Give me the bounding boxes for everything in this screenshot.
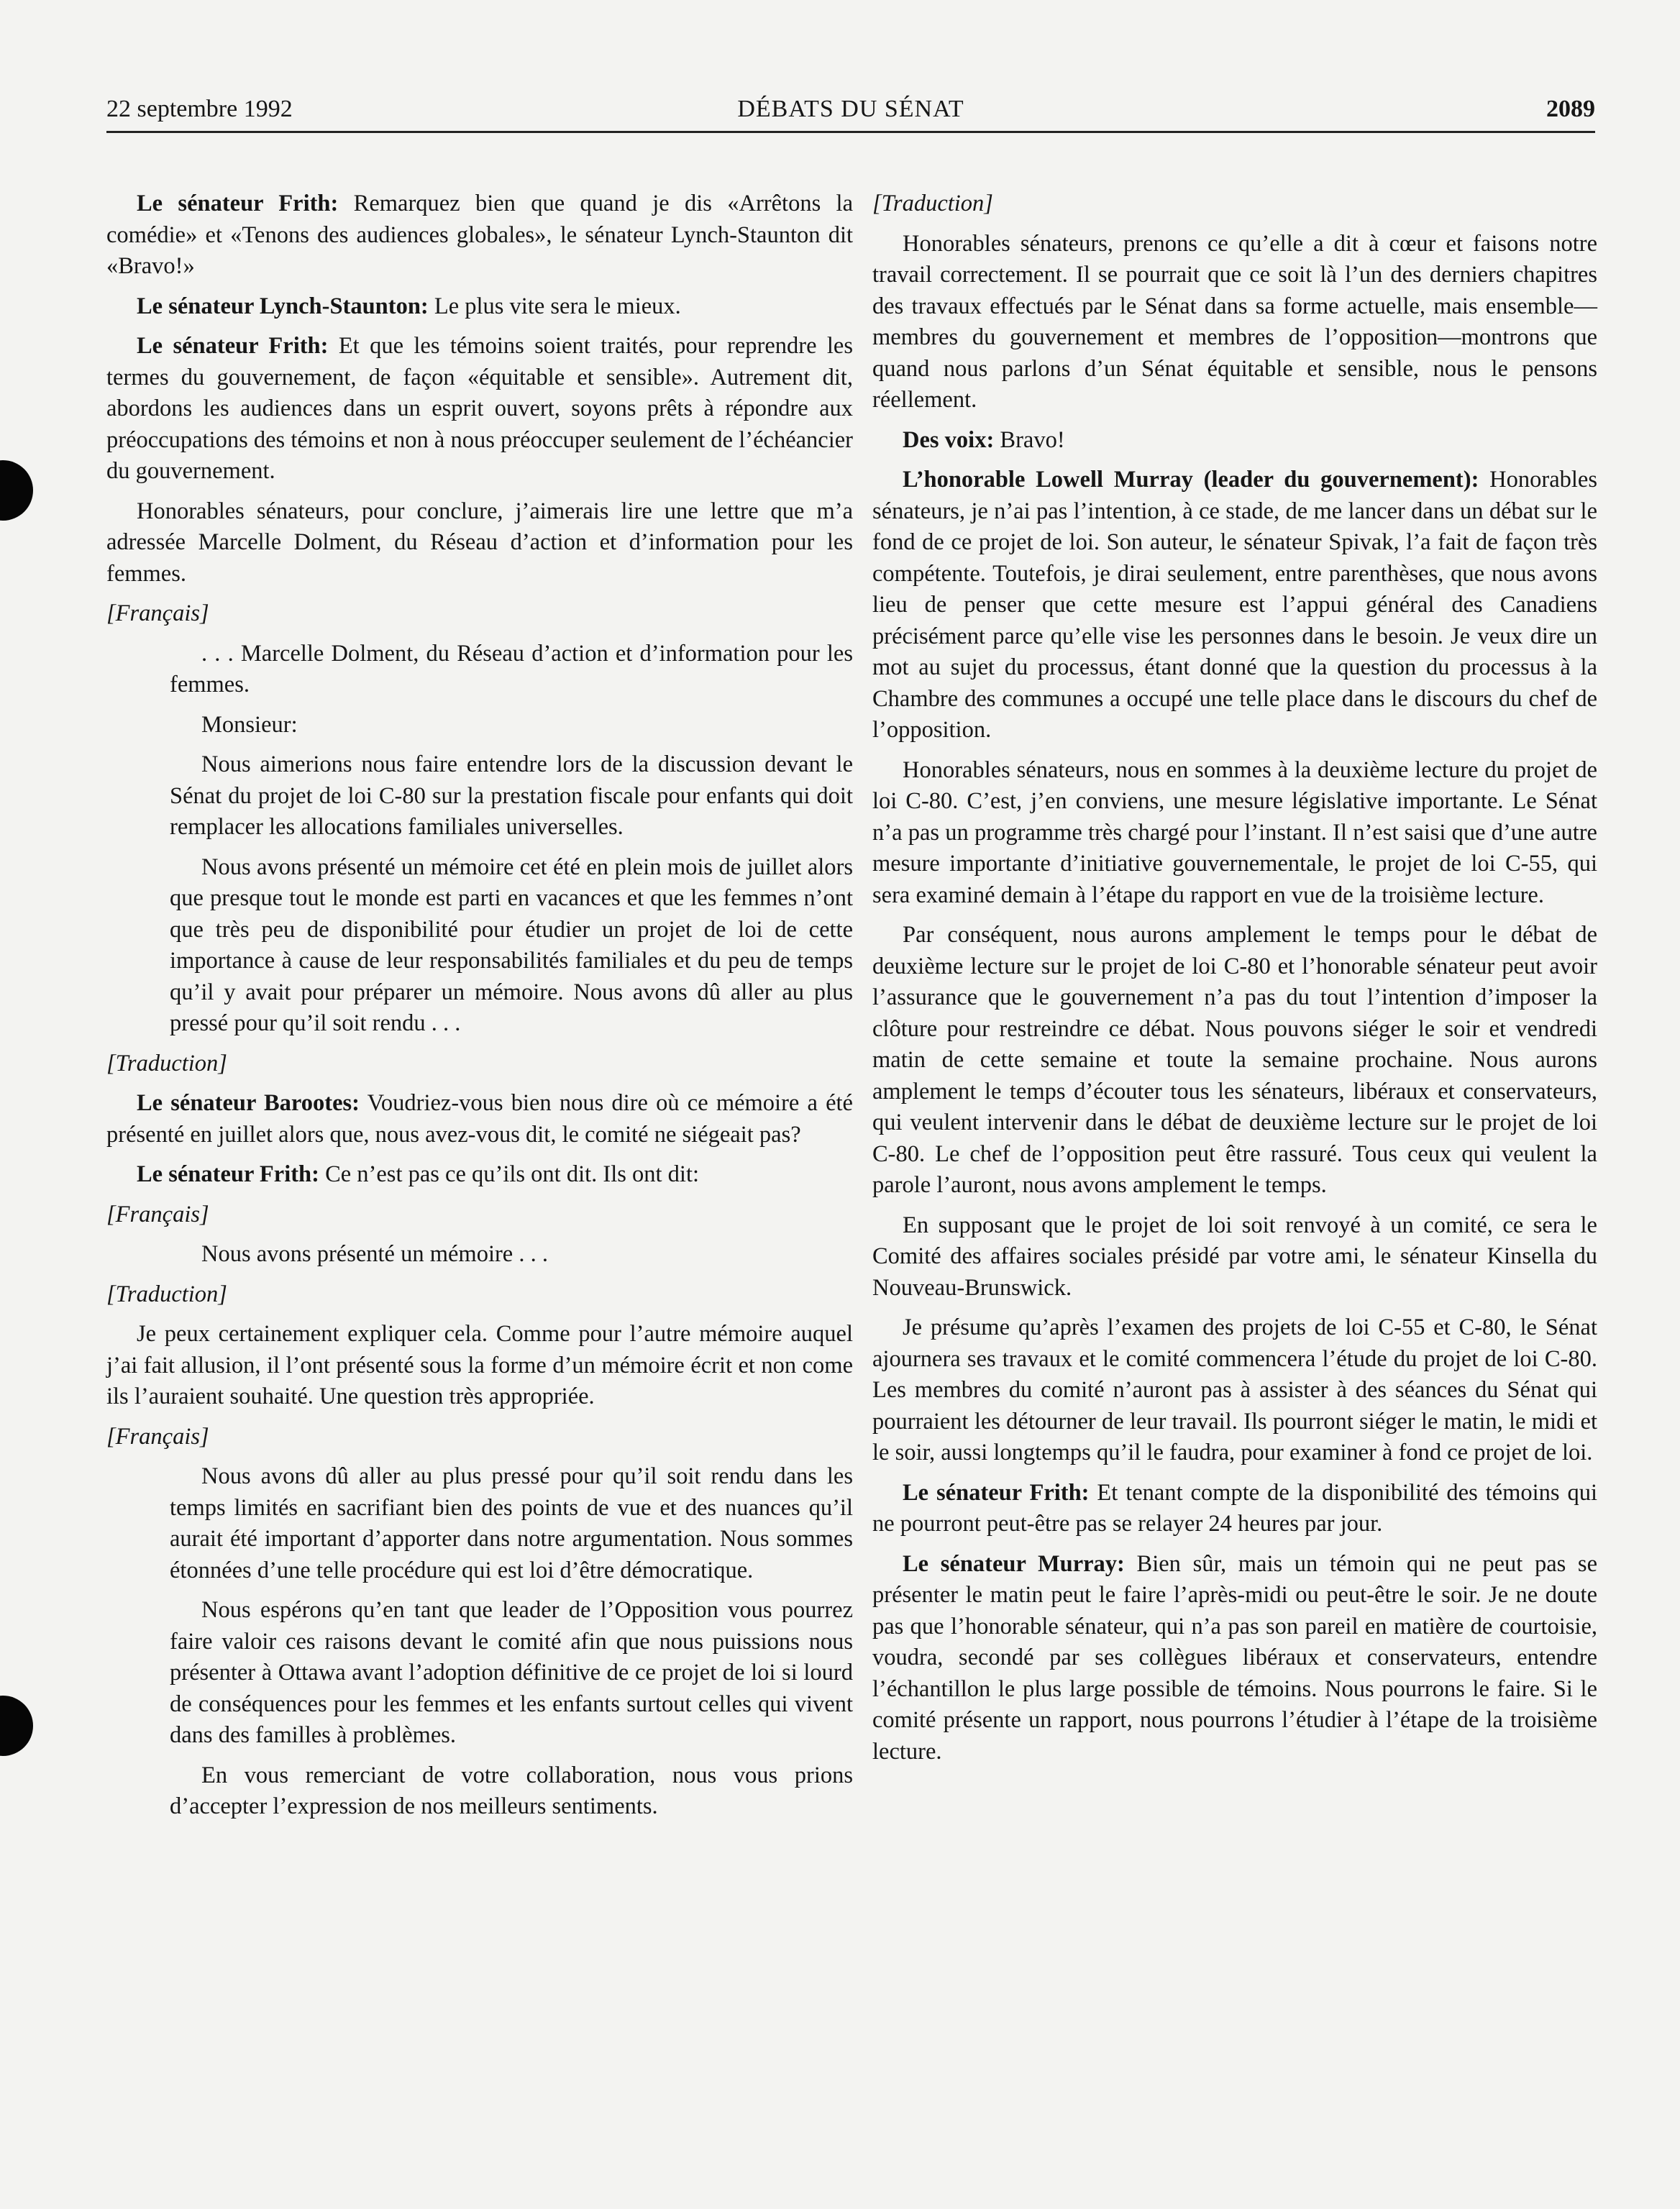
paragraph	[170, 639, 853, 701]
speaker-name: Le sénateur Barootes:	[137, 1090, 360, 1116]
language-tag	[106, 1279, 853, 1311]
paragraph-text: Nous aimerions nous faire entendre lors de la discussion devant le Sénat du projet de loi C-80 sur la prestation fiscale pour enfants qui doit remplacer les allocations familiales universelles.	[170, 751, 853, 840]
paragraph	[170, 1760, 853, 1823]
paragraph	[106, 291, 853, 323]
paragraph	[872, 755, 1597, 912]
speaker-name: Le sénateur Lynch-Staunton:	[137, 293, 429, 319]
right-column	[872, 188, 1597, 1776]
language-tag	[106, 1048, 853, 1080]
paragraph	[170, 852, 853, 1040]
language-tag	[106, 1422, 853, 1453]
paragraph-text: Honorables sénateurs, prenons ce qu’elle a dit à cœur et faisons notre travail correctement. Il se pourrait que ce soit là l’un des derniers chapitres des travaux effectués par le Sénat dans sa forme actuelle, mais ensemble—membres du gouvernement et membres de l’opposition—montrons que quand nous parlons d’un Sénat équitable et sensible, nous le pensons réellement.	[872, 230, 1597, 413]
binder-hole-top	[0, 460, 33, 521]
paragraph	[106, 496, 853, 590]
speaker-name: Le sénateur Frith:	[137, 333, 329, 359]
paragraph	[872, 1210, 1597, 1304]
speaker-name: Le sénateur Frith:	[137, 1161, 319, 1187]
paragraph-text: [Traduction]	[106, 1050, 227, 1076]
paragraph-text: Honorables sénateurs, nous en sommes à la deuxième lecture du projet de loi C-80. C’est, j’en conviens, une mesure législative importante. Le Sénat n’a pas un programme très chargé pour l’instant. Il n’est saisi que d’une autre mesure importante d’initiative gouvernementale, le projet de loi C-55, qui sera examiné demain à l’étape du rapport en vue de la troisième lecture.	[872, 756, 1597, 908]
paragraph-text: Et que les témoins soient traités, pour reprendre les termes du gouvernement, de façon «équitable et sensible». Autrement dit, abordons les audiences dans un esprit ouvert, soyons prêts à répondre aux préoccupations des témoins et non à nous préoccuper seulement de l’échéancier du gouvernement.	[106, 333, 853, 484]
binder-hole-bottom	[0, 1696, 33, 1756]
paragraph-text: Nous espérons qu’en tant que leader de l’Opposition vous pourrez faire valoir ces raisons devant le comité afin que nous puissions nous présenter à Ottawa avant l’adoption définitive de ce projet de loi si lourd de conséquences pour les femmes et les enfants surtout celles qui vivent dans des familles à problèmes.	[170, 1597, 853, 1748]
paragraph	[872, 1312, 1597, 1469]
paragraph-text: [Traduction]	[872, 191, 993, 216]
paragraph-text: Bien sûr, mais un témoin qui ne peut pas se présenter le matin peut le faire l’après-midi ou peut-être le soir. Je ne doute pas que l’honorable sénateur, qui n’a pas son pareil en matière de courtoisie, voudra, secondé par ses collègues libéraux et conservateurs, entendre l’échantillon le plus large possible de témoins. Nous pourrons le faire. Si le comité présente un rapport, nous pourrons l’étudier à l’étape de la troisième lecture.	[872, 1550, 1597, 1765]
paragraph-text: Par conséquent, nous aurons amplement le temps pour le débat de deuxième lecture sur le projet de loi C-80 et l’honorable sénateur peut avoir l’assurance que le gouvernement n’a pas du tout l’intention d’imposer la clôture pour restreindre ce débat. Nous pouvons siéger le soir et vendredi matin de cette semaine et toute la semaine prochaine. Nous aurons amplement le temps d’écouter tous les sénateurs, libéraux et conservateurs, qui veulent intervenir dans le débat de deuxième lecture sur le projet de loi C-80. Le chef de l’opposition peut être rassuré. Tous ceux qui veulent la parole l’auront, nous avons amplement le temps.	[872, 922, 1597, 1198]
speaker-name: Le sénateur Frith:	[903, 1479, 1090, 1506]
header-date: 22 septembre 1992	[106, 96, 293, 122]
speaker-name: Des voix:	[903, 426, 995, 453]
paragraph	[872, 229, 1597, 416]
paragraph-text: Honorables sénateurs, je n’ai pas l’intention, à ce stade, de me lancer dans un débat sur le fond de ce projet de loi. Son auteur, le sénateur Spivak, l’a fait de façon très compétente. Toutefois, je dirai seulement, entre parenthèses, que nous avons lieu de penser que cette mesure est l’appui général des Canadiens précisément parce qu’elle vise les personnes dans le besoin. Je veux dire un mot au sujet du processus, étant donné que la question du processus à la Chambre des communes a occupé une telle place dans le discours du chef de l’opposition.	[872, 467, 1597, 743]
paragraph	[170, 1595, 853, 1752]
page-number: 2089	[1546, 96, 1595, 122]
paragraph-text: Le plus vite sera le mieux.	[428, 293, 681, 319]
paragraph-text: . . . Marcelle Dolment, du Réseau d’action et d’information pour les femmes.	[170, 640, 853, 698]
speaker-name: L’honorable Lowell Murray (leader du gouvernement):	[903, 467, 1479, 493]
page-header	[106, 93, 1595, 133]
paragraph	[106, 1159, 853, 1191]
language-tag	[106, 1199, 853, 1231]
paragraph-text: [Français]	[106, 1423, 209, 1450]
speaker-name: Le sénateur Frith:	[137, 191, 339, 216]
paragraph-text: Nous avons présenté un mémoire . . .	[201, 1241, 548, 1267]
paragraph	[106, 1319, 853, 1413]
speaker-name: Le sénateur Murray:	[903, 1550, 1125, 1577]
paragraph-text: [Français]	[106, 600, 209, 626]
paragraph-text: Bravo!	[994, 426, 1065, 453]
paragraph	[170, 1239, 853, 1271]
paragraph-text: Monsieur:	[201, 711, 298, 738]
paragraph	[872, 1478, 1597, 1540]
left-column	[106, 188, 853, 1831]
language-tag	[106, 598, 853, 630]
paragraph-text: Et tenant compte de la disponibilité des témoins qui ne pourront peut-être pas se relayer 24 heures par jour.	[872, 1479, 1597, 1537]
language-tag	[872, 188, 1597, 220]
paragraph-text: En supposant que le projet de loi soit renvoyé à un comité, ce sera le Comité des affaires sociales présidé par votre ami, le sénateur Kinsella du Nouveau-Brunswick.	[872, 1212, 1597, 1301]
paragraph-text: Honorables sénateurs, pour conclure, j’aimerais lire une lettre que m’a adressée Marcelle Dolment, du Réseau d’action et d’information pour les femmes.	[106, 498, 853, 587]
paragraph	[872, 425, 1597, 457]
paragraph-text: [Traduction]	[106, 1281, 227, 1307]
paragraph-text: Voudriez-vous bien nous dire où ce mémoire a été présenté en juillet alors que, nous avez-vous dit, le comité ne siégeait pas?	[106, 1090, 853, 1148]
paragraph	[106, 1088, 853, 1151]
paragraph-text: Nous avons présenté un mémoire cet été en plein mois de juillet alors que presque tout le monde est parti en vacances et que les femmes n’ont que très peu de disponibilité pour étudier un projet de loi de cette importance à cause de leur responsabilités familiales et du peu de temps qu’il y avait pour préparer un mémoire. Nous avons dû aller au plus pressé pour qu’il soit rendu . . .	[170, 854, 853, 1036]
paragraph	[872, 465, 1597, 746]
paragraph	[106, 331, 853, 488]
paragraph	[106, 188, 853, 283]
paragraph-text: Remarquez bien que quand je dis «Arrêtons la comédie» et «Tenons des audiences globales», le sénateur Lynch-Staunton dit «Bravo!»	[106, 191, 853, 279]
paragraph	[170, 710, 853, 741]
paragraph-text: Nous avons dû aller au plus pressé pour qu’il soit rendu dans les temps limités en sacrifiant bien des points de vue et des nuances qu’il aurait été important d’apporter dans notre argumentation. Nous sommes étonnées d’une telle procédure qui est loi d’être démocratique.	[170, 1463, 853, 1583]
paragraph-text: Je présume qu’après l’examen des projets de loi C-55 et C-80, le Sénat ajournera ses travaux et le comité commencera l’étude du projet de loi C-80. Les membres du comité n’auront pas à assister à des séances du Sénat qui pourraient les détourner de leur travail. Ils pourront siéger le matin, le midi et le soir, aussi longtemps qu’il le faudra, pour examiner à fond ce projet de loi.	[872, 1314, 1597, 1465]
paragraph	[170, 749, 853, 843]
paragraph	[872, 920, 1597, 1202]
header-title: DÉBATS DU SÉNAT	[737, 96, 964, 122]
paragraph-text: En vous remerciant de votre collaboration, nous vous prions d’accepter l’expression de nos meilleurs sentiments.	[170, 1762, 853, 1819]
paragraph	[170, 1461, 853, 1586]
paragraph-text: Je peux certainement expliquer cela. Comme pour l’autre mémoire auquel j’ai fait allusion, il l’ont présenté sous la forme d’un mémoire écrit et non come ils l’auraient souhaité. Une question très appropriée.	[106, 1321, 853, 1409]
paragraph-text: Ce n’est pas ce qu’ils ont dit. Ils ont dit:	[319, 1161, 700, 1187]
paragraph-text: [Français]	[106, 1201, 209, 1227]
paragraph	[872, 1549, 1597, 1768]
